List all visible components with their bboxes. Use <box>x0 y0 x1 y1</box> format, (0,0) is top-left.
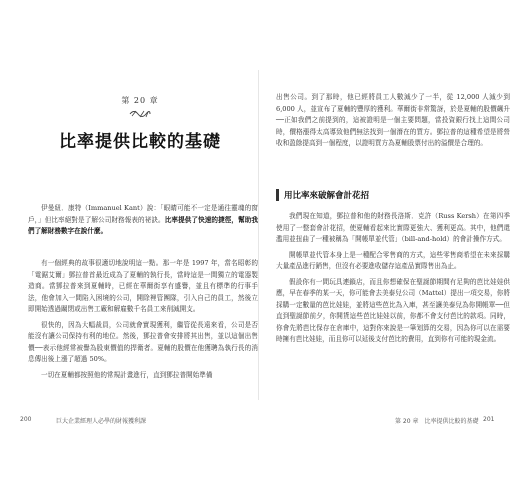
body-paragraph: 出售公司。到了那時，他已經將員工人數減少了一半，從 12,000 人減少到 6,000 人，並宣布了夏輔的豐厚的獲利。華爾街非常驚訝，於是夏輔的股價飆升──正如我們之前提到的，這被證明是一個主要問題，當投資銀行找上這間公司時，價格漲得太高導致他們無法找到一個潛在的買方。鄧拉普的這種希望是將營收和盈餘提高到一個程度，以證明買方為夏輔股票付出的溢價是合理的。 <box>276 93 510 147</box>
body-paragraphs-right-bottom <box>276 211 510 346</box>
body-paragraphs-left <box>28 258 258 381</box>
body-paragraphs-right-top <box>276 92 510 150</box>
running-head-left: 巨大企業經理人必學的財報獲利課 <box>56 418 147 425</box>
quote-text: 伊曼紐．康特（Immanuel Kant）說：「眼睛可能不一定是通往靈魂的窗戶，」但比率絕對是了解公司財務報表的祕訣。 <box>28 204 258 224</box>
running-head-right: 第 20 章 比率提供比較的基礎 <box>395 418 479 425</box>
chapter-label: 第 20 章 <box>121 96 159 105</box>
body-paragraph: 有一個經典的故事很適切地說明這一點。那一年是 1997 年，當名昭彰的「電鋸艾爾」鄧拉普首最近成為了夏輔的執行長，當時這是一間獨立的電器製造商。當鄧拉普來到夏輔時，已經在華爾街享有盛譽，並且有標準的行事手法，他會加入一間陷入困境的公司，開除裡管團隊，引入自己的員工，然後立即開始透過關閉或出售工廠和解雇數千名員工來削減開支。 <box>28 259 258 313</box>
body-paragraph: 很快的，因為大幅裁員，公司就會實現獲利，繼管從長遠來看，公司是否能沒有讓公司保持有利的地位。然後，鄧拉普會安排將其出售，並以這個出售價──表示他經常被譽為股東價值的捍衛者。夏輔的股價在他獲聘為執行長的消息傳出後上漲了超過 50%。 <box>28 320 258 363</box>
left-page <box>20 0 260 470</box>
quote-emphasis: 比率提供了快速的捷徑，幫助我們了解財務數字在說什麼。 <box>28 215 259 235</box>
body-paragraph: 一切在夏輔都按照他的常規計畫進行，直到鄧拉普開始準備 <box>41 370 213 379</box>
chapter-title: 比率提供比較的基礎 <box>59 132 221 152</box>
section-heading <box>276 187 508 202</box>
body-paragraph: 開帳單並代管本身上是一種配合零售商的方式，這些零售商希望在未來採購大量產品進行銷售，但沒有必要進收儲存這產品實際售出為止。 <box>276 250 510 270</box>
section-heading-text: 用比率來破解會計花招 <box>284 190 370 201</box>
page-number-right: 201 <box>483 416 495 423</box>
right-page <box>272 0 512 470</box>
quote-paragraph <box>28 203 258 238</box>
body-paragraph: 假設你有一間玩具連鎖店，而且你想確保在聖誕節期間有足夠的芭比娃娃供應，早在春季的某一天，你可能會去美泰兒公司（Mattel）提出一項交易，你將採購一定數量的芭比娃娃，並將這些芭比為入庫，甚至讓美泰兒為你開帳單──但直到聖誕節前夕，你開貨這些芭比娃娃以前，你都不會支付芭比的款項。同時，你會先將芭比保存在倉庫中，這對你來說是一筆划算的交易，因為你可以在需要時擁有芭比娃娃，而且你可以延後支付芭比的費用，直到你有可能的現金流。 <box>276 277 510 343</box>
section-bar-icon <box>276 189 279 201</box>
page-number-left: 200 <box>20 416 32 423</box>
body-paragraph: 我們現在知道，鄧拉普和他的財務長洛斯．克許（Russ Kersh）在第四季使用了一整套會計花招，使夏輔看起來比實際更強大、獲利更高。其中，他們還濫用並扭曲了一種被稱為「開帳單並代管」（bill-and-hold）的會計操作方式。 <box>276 212 510 243</box>
chapter-ornament-icon <box>128 108 152 120</box>
page-gutter <box>258 70 259 400</box>
opening-quote <box>28 203 258 238</box>
